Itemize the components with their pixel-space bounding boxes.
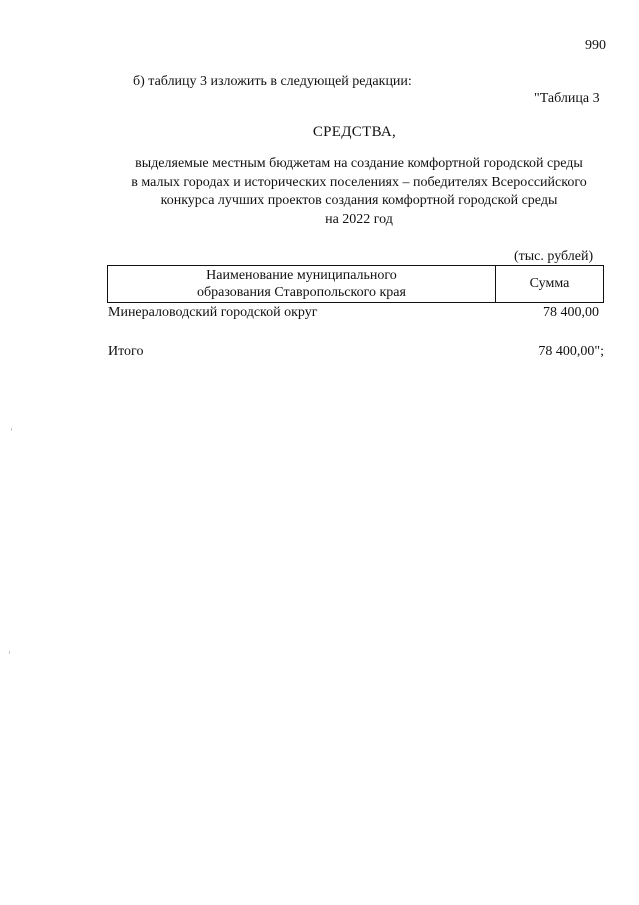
table-reference: "Таблица 3 xyxy=(534,91,600,106)
subtitle-line: на 2022 год xyxy=(325,211,393,227)
amendment-intro: б) таблицу 3 изложить в следующей редакции: xyxy=(133,74,412,89)
total-value: 78 400,00"; xyxy=(538,344,604,359)
subtitle-line: выделяемые местным бюджетам на создание комфортной городской среды xyxy=(135,156,583,171)
subtitle-line: конкурса лучших проектов создания комфортной городской среды xyxy=(160,193,558,208)
document-subtitle xyxy=(100,155,618,229)
header-municipality xyxy=(108,266,496,302)
table-header xyxy=(107,265,604,303)
table-row-value: 78 400,00 xyxy=(543,305,599,320)
units-label: (тыс. рублей) xyxy=(514,249,594,264)
scan-artifact xyxy=(11,428,12,431)
table-row-name: Минераловодский городской округ xyxy=(108,305,318,320)
total-label: Итого xyxy=(108,344,144,359)
header-sum: Сумма xyxy=(529,276,570,291)
scan-artifact xyxy=(9,651,10,654)
page-number: 990 xyxy=(585,38,606,53)
subtitle-line: в малых городах и исторических поселениях – победителях Всероссийского xyxy=(131,174,587,190)
header-municipality-line2: образования Ставропольского края xyxy=(197,285,406,300)
header-municipality-line1: Наименование муниципального xyxy=(206,268,397,283)
document-title: СРЕДСТВА, xyxy=(312,124,397,140)
